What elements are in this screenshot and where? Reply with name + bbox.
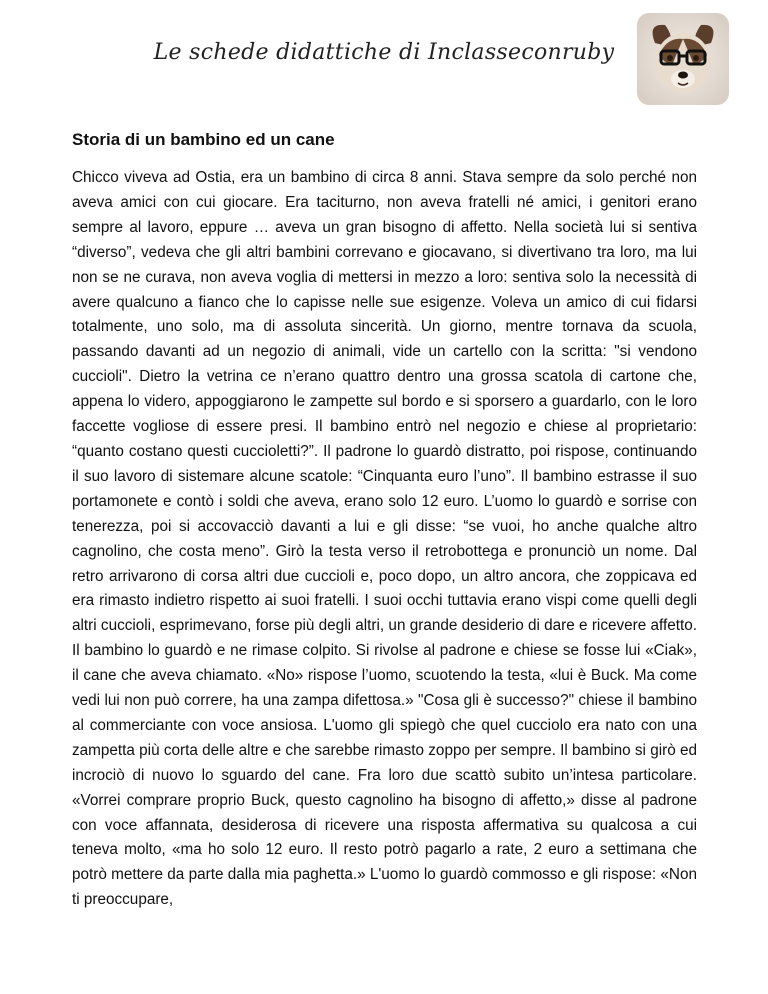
story-title: Storia di un bambino ed un cane xyxy=(72,130,335,149)
dog-with-glasses-icon xyxy=(637,13,729,105)
story-body: Chicco viveva ad Ostia, era un bambino di circa 8 anni. Stava sempre da solo perché non aveva amici con cui giocare. Era taciturno, non aveva fratelli né amici, i genitori erano sempre al lavoro, eppure … aveva un gran bisogno di affetto. Nella società lui si sentiva “diverso”, vedeva che gli altri bambini correvano e giocavano, si divertivano tra loro, ma lui non se ne curava, non aveva voglia di mettersi in mezzo a loro: sentiva solo la necessità di avere qualcuno a fianco che lo capisse nelle sue esigenze. Voleva un amico di cui fidarsi totalmente, uno solo, ma di assoluta sincerità. Un giorno, mentre tornava da scuola, passando davanti ad un negozio di animali, vide un cartello con la scritta: "si vendono cuccioli". Dietro la vetrina ce n’erano quattro dentro una grossa scatola di cartone che, appena lo videro, appoggiarono le zampette sul bordo e si sporsero a guardarlo, con le loro faccette vogliose di essere presi. Il bambino entrò nel negozio e chiese al proprietario: “quanto costano questi cuccioletti?”. Il padrone lo guardò distratto, poi rispose, continuando il suo lavoro di sistemare alcune scatole: “Cinquanta euro l’uno”. Il bambino estrasse il suo portamonete e contò i soldi che aveva, erano solo 12 euro. L’uomo lo guardò e sorrise con tenerezza, poi si accovacciò davanti a lui e gli disse: “se vuoi, ho anche qualche altro cagnolino, che costa meno”. Girò la testa verso il retrobottega e pronunciò un nome. Dal retro arrivarono di corsa altri due cuccioli e, poco dopo, un altro ancora, che zoppicava ed era rimasto indietro rispetto ai suoi fratelli. I suoi occhi tuttavia erano vispi come quelli degli altri cuccioli, esprimevano, forse più degli altri, un grande desiderio di dare e ricevere affetto. Il bambino lo guardò e ne rimase colpito. Si rivolse al padrone e chiese se fosse lui «Ciak», il cane che aveva chiamato. «No» rispose l’uomo, scuotendo la testa, «lui è Buck. Ma come vedi lui non può correre, ha una zampa difettosa.» "Cosa gli è successo?" chiese il bambino al commerciante con voce ansiosa. L'uomo gli spiegò che quel cucciolo era nato con una zampetta più corta delle altre e che sarebbe rimasto zoppo per sempre. Il bambino si girò ed incrociò di nuovo lo sguardo del cane. Fra loro due scattò subito un’intesa particolare. «Vorrei comprare proprio Buck, questo cagnolino ha bisogno di affetto,» disse al padrone con voce affannata, desiderosa di ricevere una risposta affermativa su qualcosa a cui teneva molto, «ma ho solo 12 euro. Il resto potrò pagarlo a rate, 2 euro a settimana che potrò mettere da parte dalla mia paghetta.» L'uomo lo guardò commosso e gli rispose: «Non ti preoccupare, xyxy=(72,169,697,909)
header-title: Le schede didattiche di Inclasseconruby xyxy=(153,40,615,65)
